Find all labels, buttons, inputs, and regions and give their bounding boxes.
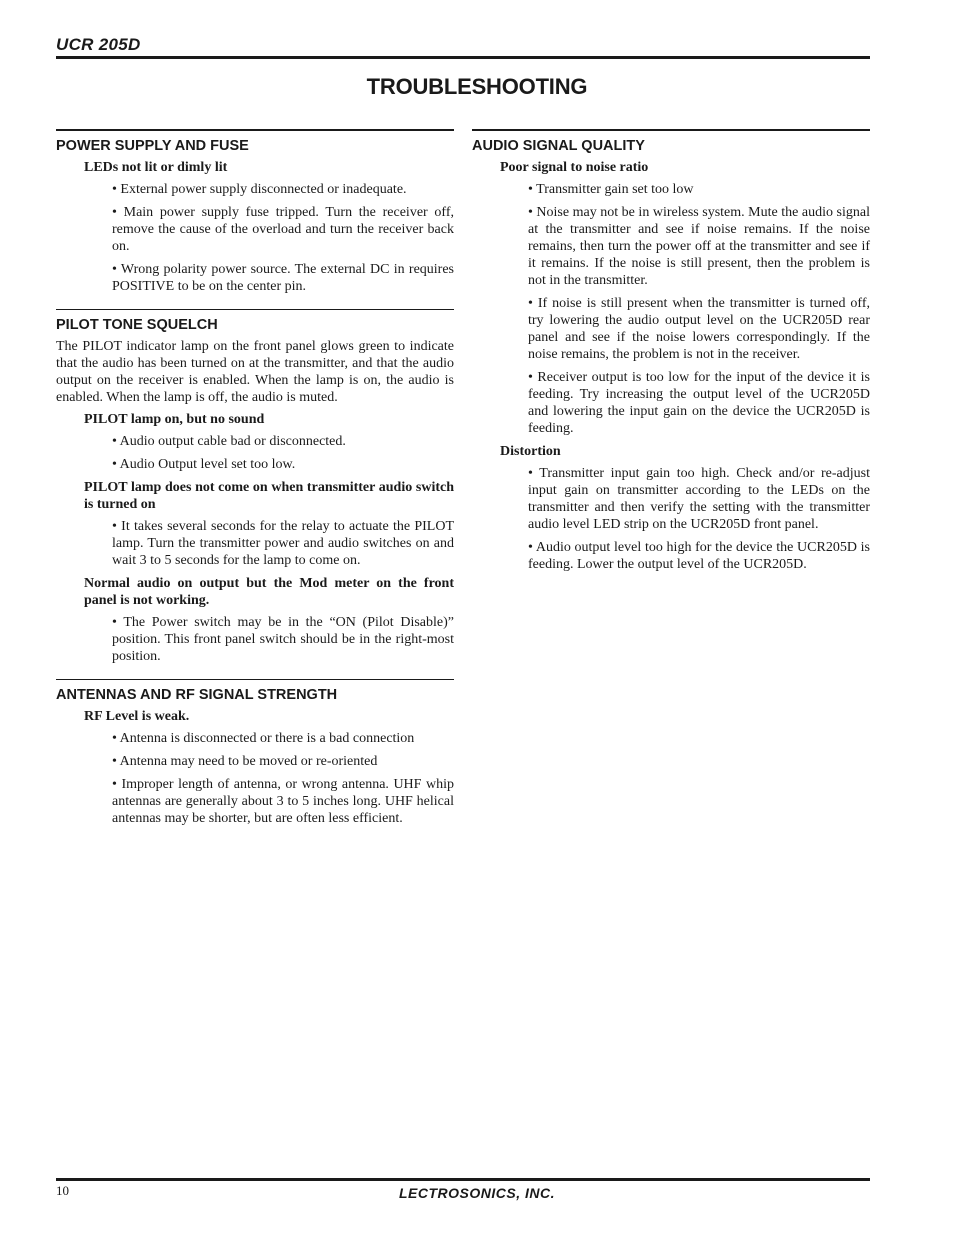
pilot-intro-paragraph: The PILOT indicator lamp on the front panel glows green to indicate that the audio has been turned on at the transmitter, and that the audio output on the receiver is enabled. When the lamp is on, the audio is enabled. When the lamp is off, the audio is muted.: [56, 339, 454, 405]
bullet-item: • External power supply disconnected or inadequate.: [112, 182, 407, 197]
page-title: TROUBLESHOOTING: [366, 74, 588, 99]
right-column: [472, 129, 870, 579]
bullet-item: • Transmitter gain set too low: [528, 182, 694, 197]
section-rule: [56, 129, 454, 131]
bullet-item: • It takes several seconds for the relay to actuate the PILOT lamp. Turn the transmitter power and audio switches on and wait 3 to 5 seconds for the lamp to come on.: [112, 519, 454, 568]
header-rule: [56, 56, 870, 59]
bullet-item: • Improper length of antenna, or wrong antenna. UHF whip antennas are generally about 3 to 5 inches long. UHF helical antennas may be shorter, but are often less efficient.: [112, 777, 454, 826]
subheading-mod-meter: Normal audio on output but the Mod meter on the front panel is not working.: [84, 576, 454, 608]
section-title-antennas: ANTENNAS AND RF SIGNAL STRENGTH: [56, 687, 338, 703]
page-number: 10: [56, 1183, 69, 1198]
bullet-item: • The Power switch may be in the “ON (Pilot Disable)” position. This front panel switch should be in the right-most position.: [112, 615, 454, 664]
bullet-item: • If noise is still present when the transmitter is turned off, try lowering the audio output level on the UCR205D rear panel and see if the noise lowers correspondingly. If the noise remains, the problem is not in the receiver.: [528, 296, 870, 362]
bullet-item: • Wrong polarity power source. The external DC in requires POSITIVE to be on the center pin.: [112, 262, 454, 294]
subheading-pilot-not-on: PILOT lamp does not come on when transmitter audio switch is turned on: [84, 480, 454, 512]
subheading-rf-weak: RF Level is weak.: [84, 709, 190, 724]
bullet-item: • Audio output cable bad or disconnected.: [112, 434, 346, 449]
section-title-power: POWER SUPPLY AND FUSE: [56, 138, 249, 154]
subheading-distortion: Distortion: [500, 444, 561, 459]
section-title-audio: AUDIO SIGNAL QUALITY: [472, 138, 645, 154]
footer-rule: [56, 1178, 870, 1181]
section-rule: [56, 309, 454, 310]
bullet-item: • Transmitter input gain too high. Check and/or re-adjust input gain on transmitter according to the LEDs on the transmitter and then verify the setting with the transmitter audio level LED strip on the UCR205D front panel.: [528, 466, 870, 532]
subheading-snr: Poor signal to noise ratio: [500, 160, 649, 175]
subheading-leds: LEDs not lit or dimly lit: [84, 160, 228, 175]
model-name: UCR 205D: [56, 35, 141, 54]
section-title-pilot: PILOT TONE SQUELCH: [56, 317, 218, 333]
section-rule: [472, 129, 870, 131]
left-column: [56, 129, 454, 833]
company-name: LECTROSONICS, INC.: [398, 1185, 555, 1201]
bullet-item: • Main power supply fuse tripped. Turn the receiver off, remove the cause of the overload and turn the receiver back on.: [112, 205, 454, 254]
bullet-item: • Antenna is disconnected or there is a bad connection: [112, 731, 415, 746]
bullet-item: • Receiver output is too low for the input of the device it is feeding. Try increasing the output level of the UCR205D and lowering the input gain on the device the UCR205D is feeding.: [528, 370, 870, 436]
subheading-pilot-no-sound: PILOT lamp on, but no sound: [84, 412, 265, 427]
bullet-item: • Noise may not be in wireless system. Mute the audio signal at the transmitter and see if noise remains. If the noise remains, then turn the power off at the transmitter and see if it remains. If the noise is still present, then the problem is not in the transmitter.: [528, 205, 870, 288]
bullet-item: • Audio Output level set too low.: [112, 457, 296, 472]
section-rule: [56, 679, 454, 680]
bullet-item: • Antenna may need to be moved or re-oriented: [112, 754, 378, 769]
bullet-item: • Audio output level too high for the device the UCR205D is feeding. Lower the output level of the UCR205D.: [528, 540, 870, 572]
